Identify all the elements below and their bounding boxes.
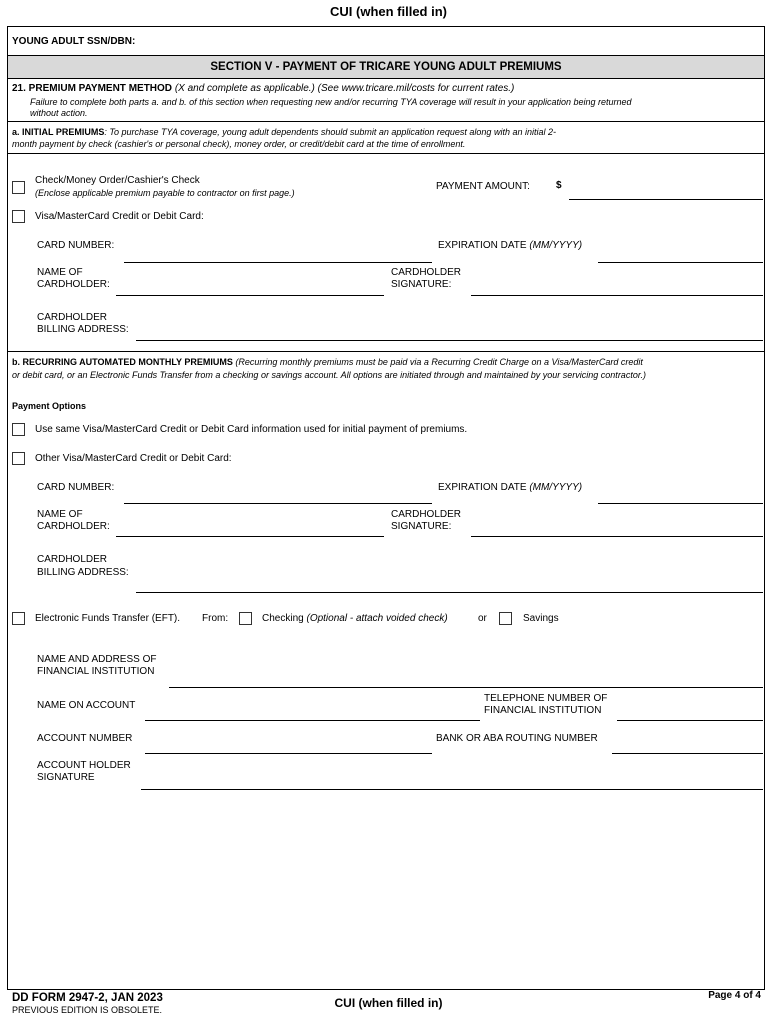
initial-card-checkbox[interactable]	[12, 210, 25, 223]
item21-header	[12, 83, 514, 95]
payment-options-label: Payment Options	[12, 401, 87, 411]
recurring-expiration-label	[438, 482, 582, 494]
cardholder-name-label-2: CARDHOLDER:	[37, 279, 110, 290]
checking-label-text: Checking	[262, 613, 304, 624]
part-a-title: a. INITIAL PREMIUMS	[12, 127, 105, 137]
previous-edition-note: PREVIOUS EDITION IS OBSOLETE.	[12, 1005, 163, 1015]
part-b-title: b. RECURRING AUTOMATED MONTHLY PREMIUMS	[12, 357, 233, 367]
cardholder-signature-label-2: SIGNATURE:	[391, 279, 452, 290]
same-card-checkbox[interactable]	[12, 423, 25, 436]
currency-symbol: $	[556, 180, 562, 191]
recurring-expiration-field[interactable]	[598, 503, 763, 504]
recurring-signature-label-1: CARDHOLDER	[391, 509, 462, 520]
same-card-label: Use same Visa/MasterCard Credit or Debit Card information used for initial payment of premiums.	[35, 424, 468, 435]
recurring-billing-field[interactable]	[136, 592, 763, 593]
divider	[8, 351, 764, 352]
item21-warning-2: without action.	[30, 108, 88, 118]
check-money-order-checkbox[interactable]	[12, 181, 25, 194]
cardholder-name-field[interactable]	[116, 295, 384, 296]
account-holder-signature-label-1: ACCOUNT HOLDER	[37, 760, 131, 771]
savings-checkbox[interactable]	[499, 612, 512, 625]
check-option-label: Check/Money Order/Cashier's Check	[35, 175, 200, 186]
part-a-desc-1	[12, 127, 556, 138]
recurring-billing-label-2: BILLING ADDRESS:	[37, 567, 129, 578]
eft-label: Electronic Funds Transfer (EFT).	[35, 613, 181, 624]
account-holder-signature-label-2: SIGNATURE	[37, 772, 95, 783]
cui-footer: CUI (when filled in)	[334, 996, 443, 1010]
routing-number-label: BANK OR ABA ROUTING NUMBER	[436, 733, 598, 744]
name-on-account-field[interactable]	[145, 720, 480, 721]
part-a-desc-text: : To purchase TYA coverage, young adult dependents should submit an application request along with an initial 2-	[104, 127, 556, 137]
item21-title: 21. PREMIUM PAYMENT METHOD	[12, 83, 173, 94]
recurring-expiration-format: (MM/YYYY)	[529, 482, 583, 493]
cardholder-signature-field[interactable]	[471, 295, 763, 296]
eft-from-label: From:	[202, 613, 229, 624]
checking-note: (Optional - attach voided check)	[306, 613, 448, 624]
card-number-label: CARD NUMBER:	[37, 240, 115, 251]
financial-institution-field[interactable]	[169, 687, 763, 688]
eft-checkbox[interactable]	[12, 612, 25, 625]
part-b-desc-2: or debit card, or an Electronic Funds Transfer from a checking or savings account. All options are initiated through and maintained by your servicing contractor.)	[12, 370, 646, 380]
expiration-format: (MM/YYYY)	[529, 240, 583, 251]
recurring-billing-label-1: CARDHOLDER	[37, 554, 108, 565]
ssn-label: YOUNG ADULT SSN/DBN:	[12, 36, 136, 47]
telephone-label-2: FINANCIAL INSTITUTION	[484, 705, 602, 716]
payment-amount-field[interactable]	[569, 199, 763, 200]
cardholder-signature-label-1: CARDHOLDER	[391, 267, 462, 278]
item21-warning-1: Failure to complete both parts a. and b. of this section when requesting new and/or recurring TYA coverage will result in your application being returned	[30, 97, 632, 107]
recurring-signature-field[interactable]	[471, 536, 763, 537]
financial-institution-label-2: FINANCIAL INSTITUTION	[37, 666, 155, 677]
billing-address-label-1: CARDHOLDER	[37, 312, 108, 323]
telephone-field[interactable]	[617, 720, 763, 721]
financial-institution-label-1: NAME AND ADDRESS OF	[37, 654, 157, 665]
payment-amount-label: PAYMENT AMOUNT:	[436, 181, 530, 192]
billing-address-field[interactable]	[136, 340, 763, 341]
part-b-desc-text: (Recurring monthly premiums must be paid via a Recurring Credit Charge on a Visa/MasterCard credit	[235, 357, 643, 367]
other-card-checkbox[interactable]	[12, 452, 25, 465]
recurring-expiration-label-text: EXPIRATION DATE	[438, 482, 527, 493]
part-b-desc-1	[12, 357, 643, 368]
or-label: or	[478, 613, 487, 624]
recurring-card-number-label: CARD NUMBER:	[37, 482, 115, 493]
account-holder-signature-field[interactable]	[141, 789, 763, 790]
cardholder-name-label-1: NAME OF	[37, 267, 83, 278]
account-number-field[interactable]	[145, 753, 432, 754]
checking-checkbox[interactable]	[239, 612, 252, 625]
divider	[8, 121, 764, 122]
recurring-cardholder-name-label-1: NAME OF	[37, 509, 83, 520]
other-card-label: Other Visa/MasterCard Credit or Debit Card:	[35, 453, 232, 464]
expiration-label-text: EXPIRATION DATE	[438, 240, 527, 251]
recurring-card-number-field[interactable]	[124, 503, 432, 504]
initial-card-label: Visa/MasterCard Credit or Debit Card:	[35, 211, 204, 222]
name-on-account-label: NAME ON ACCOUNT	[37, 700, 136, 711]
card-number-field[interactable]	[124, 262, 432, 263]
section-title: SECTION V - PAYMENT OF TRICARE YOUNG ADULT PREMIUMS	[8, 55, 764, 79]
savings-label: Savings	[523, 613, 559, 624]
page-number: Page 4 of 4	[708, 990, 761, 1001]
item21-instruction: (X and complete as applicable.) (See www.tricare.mil/costs for current rates.)	[174, 83, 515, 94]
account-number-label: ACCOUNT NUMBER	[37, 733, 133, 744]
form-id: DD FORM 2947-2, JAN 2023	[12, 992, 163, 1004]
form-frame	[7, 26, 765, 990]
cui-header: CUI (when filled in)	[330, 4, 447, 19]
recurring-signature-label-2: SIGNATURE:	[391, 521, 452, 532]
telephone-label-1: TELEPHONE NUMBER OF	[484, 693, 608, 704]
divider	[8, 153, 764, 154]
checking-label	[262, 613, 448, 625]
recurring-cardholder-name-field[interactable]	[116, 536, 384, 537]
expiration-field[interactable]	[598, 262, 763, 263]
part-a-desc-2: month payment by check (cashier's or personal check), money order, or credit/debit card at the time of enrollment.	[12, 139, 466, 149]
routing-number-field[interactable]	[612, 753, 763, 754]
recurring-cardholder-name-label-2: CARDHOLDER:	[37, 521, 110, 532]
check-option-note: (Enclose applicable premium payable to contractor on first page.)	[35, 188, 295, 198]
billing-address-label-2: BILLING ADDRESS:	[37, 324, 129, 335]
expiration-label	[438, 240, 582, 252]
